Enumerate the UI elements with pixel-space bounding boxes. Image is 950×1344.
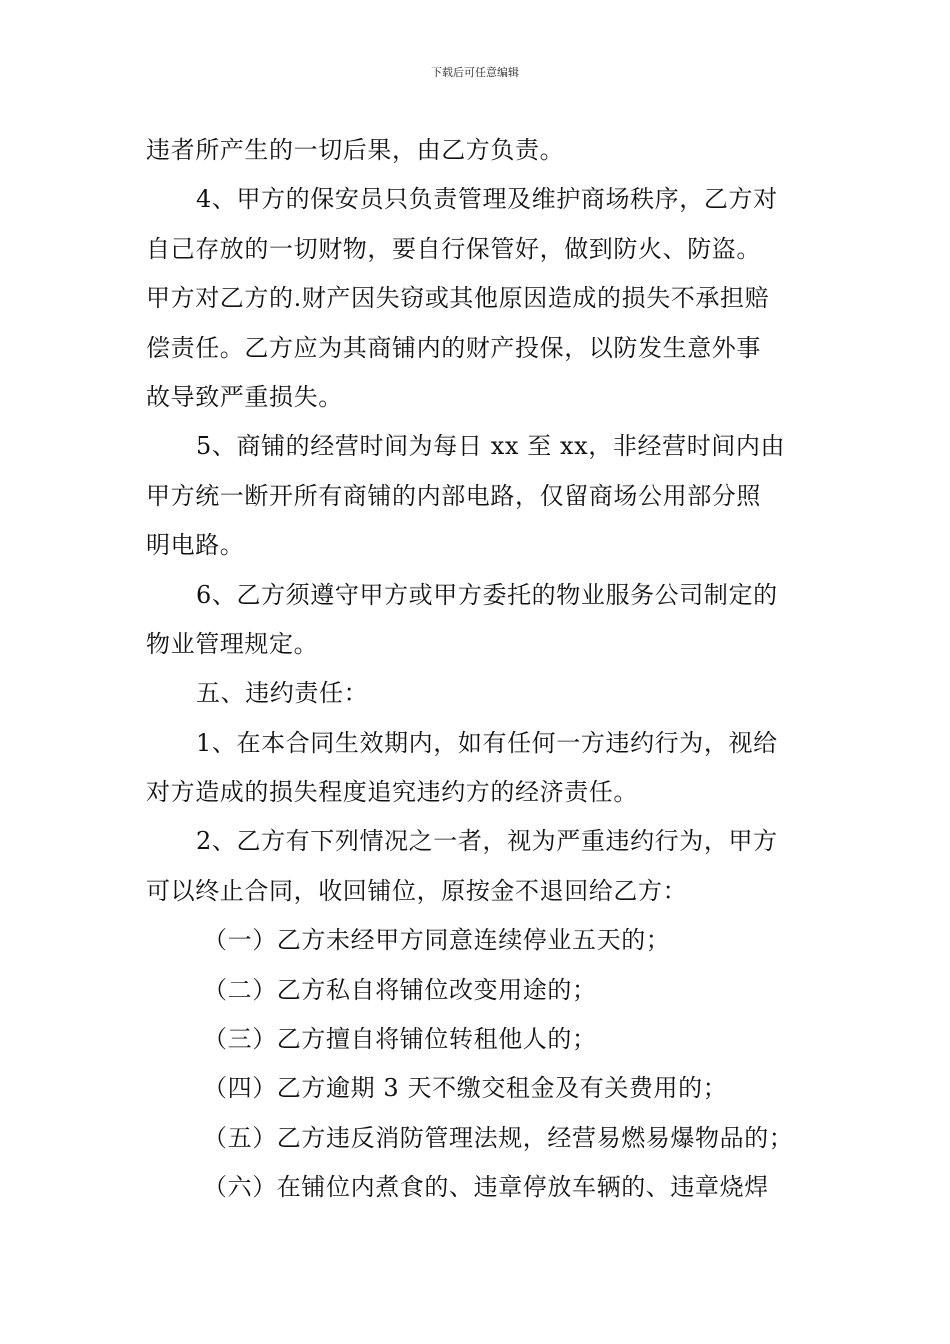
text-line: 1、在本合同生效期内，如有任何一方违约行为，视给 (196, 728, 778, 757)
text-line: 明电路。 (146, 531, 245, 560)
text-line: 甲方统一断开所有商铺的内部电路，仅留商场公用部分照 (146, 481, 761, 510)
text-line: 偿责任。乙方应为其商铺内的财产投保，以防发生意外事 (146, 333, 761, 362)
text-line: 5、商铺的经营时间为每日 xx 至 xx，非经营时间内由 (196, 432, 786, 461)
list-item: （四）乙方逾期 3 天不缴交租金及有关费用的； (203, 1074, 728, 1103)
page-header-note: 下载后可任意编辑 (431, 66, 519, 79)
text-line: 6、乙方须遵守甲方或甲方委托的物业服务公司制定的 (196, 580, 778, 609)
list-item: （六）在铺位内煮食的、违章停放车辆的、违章烧焊 (203, 1173, 769, 1202)
text-line: 可以终止合同，收回铺位，原按金不退回给乙方： (146, 876, 688, 905)
list-item: （二）乙方私自将铺位改变用途的； (203, 975, 597, 1004)
text-line: 故导致严重损失。 (146, 382, 343, 411)
text-line: 违者所产生的一切后果，由乙方负责。 (146, 136, 565, 164)
list-item: （三）乙方擅自将铺位转租他人的； (203, 1025, 597, 1054)
document-body (146, 126, 816, 1213)
text-line: 2、乙方有下列情况之一者，视为严重违约行为，甲方 (196, 827, 778, 856)
text-line: 自己存放的一切财物，要自行保管好，做到防火、防盗。 (146, 234, 761, 263)
text-line: 物业管理规定。 (146, 629, 319, 658)
text-line: 对方造成的损失程度追究违约方的经济责任。 (146, 778, 638, 807)
list-item: （一）乙方未经甲方同意连续停业五天的； (203, 926, 671, 955)
text-line: 甲方对乙方的.财产因失窃或其他原因造成的损失不承担赔 (146, 284, 770, 313)
list-item: （五）乙方违反消防管理法规，经营易燃易爆物品的； (203, 1123, 794, 1152)
text-line: 4、甲方的保安员只负责管理及维护商场秩序，乙方对 (196, 185, 778, 214)
section-heading: 五、违约责任： (196, 679, 369, 708)
